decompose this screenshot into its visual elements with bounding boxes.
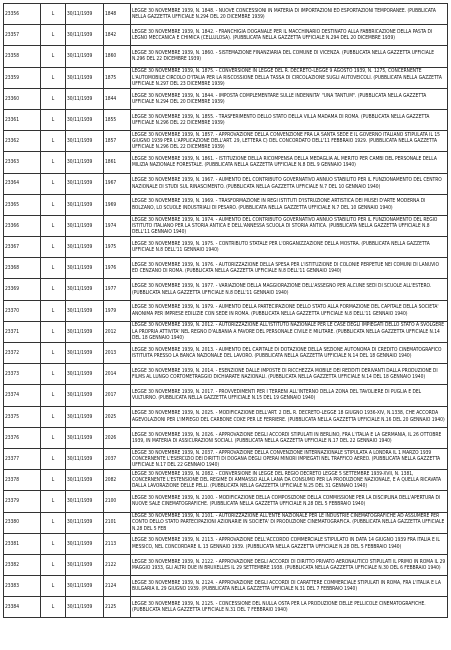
record-id-cell: 23364 xyxy=(4,173,41,194)
act-date-cell: 30/11/1939 xyxy=(66,215,104,236)
act-number-cell: 1861 xyxy=(104,152,131,173)
act-number-cell: 2017 xyxy=(104,385,131,406)
table-row xyxy=(4,279,448,300)
act-number-cell: 2026 xyxy=(104,427,131,448)
table-row xyxy=(4,109,448,130)
record-id-cell: 23376 xyxy=(4,427,41,448)
act-description-cell: LEGGE 30 NOVEMBRE 1939, N. 2124. - APPROVAZIONE DEGLI ACCORDI DI CARATTERE COMMERCIALE STIPULATI IN ROMA, FRA L'ITALIA E LA BULGARIA IL 29 GIUGNO 1939. (PUBBLICATA NELLA GAZZETTA UFFICIALE N.31 DEL 7 FEBBRAIO 1940) xyxy=(131,576,448,597)
act-date-cell: 30/11/1939 xyxy=(66,109,104,130)
act-description-cell: LEGGE 30 NOVEMBRE 1939, N. 2013. - AUMENTO DEL CAPITALE DI DOTAZIONE DELLA SEZIONE AUTONOMA DI CREDITO CINEMATOGRAFICO ISTITUITA PRESSO LA BANCA NAZIONALE DEL LAVORO. (PUBBLICATA NELLA GAZZETTA UFFICIALE N.14 DEL 18 GENNAIO 1940) xyxy=(131,343,448,364)
act-number-cell: 2122 xyxy=(104,554,131,575)
act-description-cell: LEGGE 30 NOVEMBRE 1939, N. 1848. - NUOVE CONCESSIONI IN MATERIA DI IMPORTAZIONI ED ESPORTAZIONI TEMPORANEE. (PUBBLICATA NELLA GAZZETTA UFFICIALE N.294 DEL 20 DICEMBRE 1939) xyxy=(131,4,448,25)
act-description-cell: LEGGE 30 NOVEMBRE 1939, N. 2125. - CONCESSIONE DEL NULLA OSTA PER LA PRODUZIONE DELLE PELLICOLE CINEMATOGRAFICHE. (PUBBLICATA NELLA GAZZETTA UFFICIALE N.31 DEL 7 FEBBRAIO 1940) xyxy=(131,597,448,618)
record-id-cell: 23375 xyxy=(4,406,41,427)
act-date-cell: 30/11/1939 xyxy=(66,152,104,173)
act-type-cell: L xyxy=(41,46,66,67)
act-date-cell: 30/11/1939 xyxy=(66,470,104,491)
record-id-cell: 23357 xyxy=(4,25,41,46)
record-id-cell: 23368 xyxy=(4,258,41,279)
act-number-cell: 2014 xyxy=(104,364,131,385)
act-date-cell: 30/11/1939 xyxy=(66,131,104,152)
act-description-cell: LEGGE 30 NOVEMBRE 1939, N. 1855. - TRASFERIMENTO DELLO STATO DELLA VILLA MADAMA DI ROMA. (PUBBLICATA NELLA GAZZETTA UFFICIALE N.296 DEL 22 DICEMBRE 1939) xyxy=(131,109,448,130)
act-number-cell: 1848 xyxy=(104,4,131,25)
act-date-cell: 30/11/1939 xyxy=(66,406,104,427)
record-id-cell: 23384 xyxy=(4,597,41,618)
record-id-cell: 23361 xyxy=(4,109,41,130)
record-id-cell: 23365 xyxy=(4,194,41,215)
act-description-cell: LEGGE 30 NOVEMBRE 1939, N. 1875. - CONVERSIONE IN LEGGE DEL R. DECRETO-LEGGE 9 AGOSTO 1939, N. 1275, CONCERNENTE L'AUTOMOBILE CIRCOLO D'ITALIA PER LA RISCOSSIONE DELLA TASSA DI CIRCOLAZIONE SUGLI AUTOVEICOLI. (PUBBLICATA NELLA GAZZETTA UFFICIALE N.297 DEL 23 DICEMBRE 1939) xyxy=(131,67,448,88)
act-number-cell: 2100 xyxy=(104,491,131,512)
act-date-cell: 30/11/1939 xyxy=(66,576,104,597)
act-number-cell: 1977 xyxy=(104,279,131,300)
act-description-cell: LEGGE 30 NOVEMBRE 1939, N. 2101. - AUTORIZZAZIONE ALL'ENTE NAZIONALE PER LE INDUSTRIE CINEMATOGRAFICHE AD ASSUMERE PER CONTO DELLO STATO PARTECIPAZIONI AZIONARIE IN SOCIETA' DI PRODUZIONE CINEMATOGRAFICA. (PUBBLICATA NELLA GAZZETTA UFFICIALE N.28 DEL 5 FEB xyxy=(131,512,448,533)
act-date-cell: 30/11/1939 xyxy=(66,300,104,321)
act-date-cell: 30/11/1939 xyxy=(66,4,104,25)
act-type-cell: L xyxy=(41,491,66,512)
act-type-cell: L xyxy=(41,131,66,152)
record-id-cell: 23371 xyxy=(4,321,41,342)
record-id-cell: 23380 xyxy=(4,512,41,533)
table-row xyxy=(4,152,448,173)
act-number-cell: 1969 xyxy=(104,194,131,215)
act-description-cell: LEGGE 30 NOVEMBRE 1939, N. 1844. - IMPOSTA COMPLEMENTARE SULLE INDENNITA' "UNA TANTUM". (PUBBLICATA NELLA GAZZETTA UFFICIALE N.294 DEL 20 DICEMBRE 1939) xyxy=(131,88,448,109)
record-id-cell: 23367 xyxy=(4,237,41,258)
act-number-cell: 1842 xyxy=(104,25,131,46)
act-type-cell: L xyxy=(41,215,66,236)
act-date-cell: 30/11/1939 xyxy=(66,554,104,575)
act-description-cell: LEGGE 30 NOVEMBRE 1939, N. 1842. - FRANCHIGIA DOGANALE PER IL MACCHINARIO DESTINATO ALLA FABBRICAZIONE DELLA PASTA DI LEGNO MECCANICA E CHIMICA (CELLULOSA). (PUBBLICATA NELLA GAZZETTA UFFICIALE N.294 DEL 20 DICEMBRE 1939) xyxy=(131,25,448,46)
table-row xyxy=(4,364,448,385)
table-row xyxy=(4,343,448,364)
record-id-cell: 23356 xyxy=(4,4,41,25)
record-id-cell: 23381 xyxy=(4,533,41,554)
act-description-cell: LEGGE 30 NOVEMBRE 1939, N. 2082. - CONVERSIONE IN LEGGE DEL REGIO DECRETO LEGGE 5 SETTEMBRE 1939-XVII, N. 1381, CONCERNENTE L'ESTENSIONE DEL REGIME DI AMMASSO ALLA LANA DA CONSUMO PER LA PRODUZIONE NAZIONALE, E A QUELLA RICAVATA DALLA LAVORAZIONE DELLE PELLI. (PUBBLICATA NELLA GAZZETTA UFFICIALE N.25 DEL 31 GENNAIO 1940) xyxy=(131,470,448,491)
table-row xyxy=(4,173,448,194)
act-description-cell: LEGGE 30 NOVEMBRE 1939, N. 2012. - AUTORIZZAZIONE ALL'ISTITUTO NAZIONALE PER LE CASE DEGLI IMPIEGATI DELLO STATO A SVOLGERE LA PROPRIA ATTIVITA' NEL REGNO D'ALBANIA A FAVORE DEL PERSONALE CIVILE E MILITARE. (PUBBLICATA NELLA GAZZETTA UFFICIALE N.14 DEL 18 GENNAIO 1940) xyxy=(131,321,448,342)
table-row xyxy=(4,427,448,448)
table-row xyxy=(4,67,448,88)
record-id-cell: 23373 xyxy=(4,364,41,385)
act-number-cell: 2012 xyxy=(104,321,131,342)
record-id-cell: 23363 xyxy=(4,152,41,173)
act-date-cell: 30/11/1939 xyxy=(66,321,104,342)
act-number-cell: 1967 xyxy=(104,173,131,194)
act-number-cell: 2013 xyxy=(104,343,131,364)
record-id-cell: 23379 xyxy=(4,491,41,512)
table-row xyxy=(4,131,448,152)
act-description-cell: LEGGE 30 NOVEMBRE 1939, N. 2122. - APPROVAZIONE DEGLI ACCORDI DI DIRITTO PRIVATO AERONAUTICO STIPULATI IL PRIMO IN ROMA IL 29 MAGGIO 1933, GLI ALTRI DUE IN BRUXELLES IL 29 SETTEMBRE 1938. (PUBBLICATA NELLA GAZZETTA UFFICIALE N.30 DEL 6 FEBBRAIO 1940) xyxy=(131,554,448,575)
table-row xyxy=(4,554,448,575)
act-description-cell: LEGGE 30 NOVEMBRE 1939, N. 1967. - AUMENTO DEL CONTRIBUTO GOVERNATIVO ANNUO STABILITO PER IL FUNZIONAMENTO DEL CENTRO NAZIONALE DI STUDI SUL RINASCIMENTO. (PUBBLICATA NELLA GAZZETTA UFFICIALE N.7 DEL 10 GENNAIO 1940) xyxy=(131,173,448,194)
act-number-cell: 1974 xyxy=(104,215,131,236)
table-row xyxy=(4,597,448,618)
table-row xyxy=(4,385,448,406)
act-description-cell: LEGGE 30 NOVEMBRE 1939, N. 1860. - SISTEMAZIONE FINANZIARIA DEL COMUNE DI VICENZA. (PUBBLICATA NELLA GAZZETTA UFFICIALE N.296 DEL 22 DICEMBRE 1939) xyxy=(131,46,448,67)
record-id-cell: 23366 xyxy=(4,215,41,236)
act-type-cell: L xyxy=(41,4,66,25)
table-row xyxy=(4,576,448,597)
act-description-cell: LEGGE 30 NOVEMBRE 1939, N. 1975. - CONTRIBUTO STATALE PER L'ORGANIZZAZIONE DELLA MOSTRA. (PUBBLICATA NELLA GAZZETTA UFFICIALE N.8 DELL'11 GENNAIO 1940) xyxy=(131,237,448,258)
act-type-cell: L xyxy=(41,67,66,88)
act-description-cell: LEGGE 30 NOVEMBRE 1939, N. 1857. - APPROVAZIONE DELLA CONVENZIONE FRA LA SANTA SEDE E IL GOVERNO ITALIANO STIPULATA IL 15 GIUGNO 1939 PER L'APPLICAZIONE DELL'ART. 29, LETTERA C) DEL CONCORDATO DELL'11 FEBBRAIO 1929. (PUBBLICATA NELLA GAZZETTA UFFICIALE N.296 DEL 22 DICEMBRE 1939) xyxy=(131,131,448,152)
table-row xyxy=(4,46,448,67)
act-description-cell: LEGGE 30 NOVEMBRE 1939, N. 2026. - APPROVAZIONE DEGLI ACCORDI STIPULATI IN BERLINO, FRA L'ITALIA E LA GERMANIA, IL 26 OTTOBRE 1939, IN MATERIA DI ASSICURAZIONI SOCIALI. (PUBBLICATA NELLA GAZZETTA UFFICIALE N.17 DEL 22 GENNAIO 1940) xyxy=(131,427,448,448)
record-id-cell: 23370 xyxy=(4,300,41,321)
act-type-cell: L xyxy=(41,258,66,279)
act-type-cell: L xyxy=(41,533,66,554)
table-row xyxy=(4,215,448,236)
record-id-cell: 23358 xyxy=(4,46,41,67)
act-type-cell: L xyxy=(41,554,66,575)
act-number-cell: 2101 xyxy=(104,512,131,533)
act-date-cell: 30/11/1939 xyxy=(66,427,104,448)
act-description-cell: LEGGE 30 NOVEMBRE 1939, N. 1974. - AUMENTO DEL CONTRIBUTO GOVERNATIVO ANNUO STABILITO PER IL FUNZIONAMENTO DEL REGIO ISTITUTO ITALIANO PER LA STORIA ANTICA E DELL'ANNESSA SCUOLA DI STORIA ANTICA. (PUBBLICATA NELLA GAZZETTA UFFICIALE N.8 DELL'11 GENNAIO 1940) xyxy=(131,215,448,236)
act-description-cell: LEGGE 30 NOVEMBRE 1939, N. 1969. - TRASFORMAZIONE IN REGI ISTITUTI D'ISTRUZIONE ARTISTICA DEI MUSEI D'ARTE MODERNA DI BOLZANO, LO SCUOLE INDUSTRIALI DI PESARO. (PUBBLICATA NELLA GAZZETTA UFFICIALE N.7 DEL 10 GENNAIO 1940) xyxy=(131,194,448,215)
act-date-cell: 30/11/1939 xyxy=(66,25,104,46)
table-row xyxy=(4,237,448,258)
act-description-cell: LEGGE 30 NOVEMBRE 1939, N. 1861. - ISTITUZIONE DELLA RICOMPENSA DELLA MEDAGLIA AL MERITO PER CAMBI DEL PERSONALE DELLA MILIZIA NAZIONALE FORESTALE. (PUBBLICATA NELLA GAZZETTA UFFICIALE N.8 DEL 9 GENNAIO 1940) xyxy=(131,152,448,173)
act-date-cell: 30/11/1939 xyxy=(66,512,104,533)
table-row xyxy=(4,491,448,512)
record-id-cell: 23377 xyxy=(4,448,41,469)
act-date-cell: 30/11/1939 xyxy=(66,88,104,109)
act-description-cell: LEGGE 30 NOVEMBRE 1939, N. 1976. - AUTORIZZAZIONE DELLA SPESA PER L'ISTITUZIONE DI COLONIE PERPETUE NEI COMUNI DI LANUVIO ED CENZANO DI ROMA. (PUBBLICATA NELLA GAZZETTA UFFICIALE N.8 DELL'11 GENNAIO 1940) xyxy=(131,258,448,279)
act-type-cell: L xyxy=(41,109,66,130)
act-date-cell: 30/11/1939 xyxy=(66,237,104,258)
table-row xyxy=(4,406,448,427)
record-id-cell: 23383 xyxy=(4,576,41,597)
act-number-cell: 2113 xyxy=(104,533,131,554)
act-number-cell: 1844 xyxy=(104,88,131,109)
table-row xyxy=(4,448,448,469)
record-id-cell: 23372 xyxy=(4,343,41,364)
act-type-cell: L xyxy=(41,597,66,618)
act-type-cell: L xyxy=(41,25,66,46)
act-type-cell: L xyxy=(41,173,66,194)
record-id-cell: 23369 xyxy=(4,279,41,300)
act-number-cell: 1976 xyxy=(104,258,131,279)
legislation-register-table xyxy=(3,3,448,618)
act-type-cell: L xyxy=(41,152,66,173)
act-type-cell: L xyxy=(41,237,66,258)
act-type-cell: L xyxy=(41,448,66,469)
record-id-cell: 23378 xyxy=(4,470,41,491)
act-type-cell: L xyxy=(41,512,66,533)
act-number-cell: 2082 xyxy=(104,470,131,491)
act-number-cell: 1875 xyxy=(104,67,131,88)
table-row xyxy=(4,4,448,25)
act-date-cell: 30/11/1939 xyxy=(66,194,104,215)
act-type-cell: L xyxy=(41,427,66,448)
act-type-cell: L xyxy=(41,343,66,364)
act-type-cell: L xyxy=(41,279,66,300)
act-date-cell: 30/11/1939 xyxy=(66,343,104,364)
act-description-cell: LEGGE 30 NOVEMBRE 1939, N. 2113. - APPROVAZIONE DELL'ACCORDO COMMERCIALE STIPULATO IN DATA 14 GIUGNO 1939 FRA ITALIA E IL MESSICO, NEL CONCORDARE IL 13 GENNAIO 1939. (PUBBLICATA NELLA GAZZETTA UFFICIALE N.28 DEL 5 FEBBRAIO 1940) xyxy=(131,533,448,554)
act-number-cell: 2124 xyxy=(104,576,131,597)
act-type-cell: L xyxy=(41,364,66,385)
act-date-cell: 30/11/1939 xyxy=(66,597,104,618)
act-date-cell: 30/11/1939 xyxy=(66,385,104,406)
act-date-cell: 30/11/1939 xyxy=(66,448,104,469)
table-row xyxy=(4,533,448,554)
act-date-cell: 30/11/1939 xyxy=(66,279,104,300)
table-row xyxy=(4,321,448,342)
act-description-cell: LEGGE 30 NOVEMBRE 1939, N. 2037. - APPROVAZIONE DELLA CONVENZIONE INTERNAZIONALE STIPULATA A LONDRA IL 1 MARZO 1939 CONCERNENTE L'ESERCIZIO DEI DIRITTI DI DOGANA DEGLI OPERAI MINORI IMPIEGATI NEL TRAFFICO AEREO. (PUBBLICATA NELLA GAZZETTA UFFICIALE N.17 DEL 22 GENNAIO 1940) xyxy=(131,448,448,469)
act-date-cell: 30/11/1939 xyxy=(66,491,104,512)
act-number-cell: 1855 xyxy=(104,109,131,130)
act-description-cell: LEGGE 30 NOVEMBRE 1939, N. 2100. - MODIFICAZIONE DELLA COMPOSIZIONE DELLA COMMISSIONE PER LA DISCIPLINA DELL'APERTURA DI NUOVE SALE CINEMATOGRAFICHE. (PUBBLICATA NELLA GAZZETTA UFFICIALE N.28 DEL 5 FEBBRAIO 1940) xyxy=(131,491,448,512)
act-type-cell: L xyxy=(41,321,66,342)
act-type-cell: L xyxy=(41,576,66,597)
act-number-cell: 2037 xyxy=(104,448,131,469)
act-date-cell: 30/11/1939 xyxy=(66,258,104,279)
act-number-cell: 2125 xyxy=(104,597,131,618)
table-row xyxy=(4,88,448,109)
record-id-cell: 23359 xyxy=(4,67,41,88)
act-description-cell: LEGGE 30 NOVEMBRE 1939, N. 1977. - VARIAZIONE DELLA MAGGIORAZIONE DELL'ASSEGNO PER ALCUNE SEDI DI SCUOLE ALL'ESTERO. (PUBBLICATA NELLA GAZZETTA UFFICIALE N.8 DELL'11 GENNAIO 1940) xyxy=(131,279,448,300)
act-type-cell: L xyxy=(41,88,66,109)
record-id-cell: 23362 xyxy=(4,131,41,152)
table-row xyxy=(4,512,448,533)
act-type-cell: L xyxy=(41,194,66,215)
act-number-cell: 1860 xyxy=(104,46,131,67)
act-description-cell: LEGGE 30 NOVEMBRE 1939, N. 2025. - MODIFICAZIONE DELL'ART. 2 DEL R. DECRETO-LEGGE 18 GIUGNO 1936-XIV, N.1338, CHE ACCORDA AGEVOLAZIONI PER L'IMPIEGO DEL CARBONE COKE PER LE FERRIERE. (PUBBLICATA NELLA GAZZETTA UFFICIALE N.16 DEL 20 GENNAIO 1940) xyxy=(131,406,448,427)
act-number-cell: 2025 xyxy=(104,406,131,427)
act-description-cell: LEGGE 30 NOVEMBRE 1939, N. 2014. - ESENZIONE DALLE IMPOSTE DI RICCHEZZA MOBILE DEI REDDITI DERIVANTI DALLA PRODUZIONE DI FILMS AL LUNGO CORTOMETRAGGIO DICHIARATE NAZIONALI. (PUBBLICATA NELLA GAZZETTA UFFICIALE N.14 DEL 18 GENNAIO 1940) xyxy=(131,364,448,385)
act-date-cell: 30/11/1939 xyxy=(66,533,104,554)
table-row xyxy=(4,194,448,215)
table-row xyxy=(4,258,448,279)
record-id-cell: 23374 xyxy=(4,385,41,406)
act-date-cell: 30/11/1939 xyxy=(66,46,104,67)
act-type-cell: L xyxy=(41,470,66,491)
act-number-cell: 1857 xyxy=(104,131,131,152)
act-date-cell: 30/11/1939 xyxy=(66,67,104,88)
table-row xyxy=(4,470,448,491)
record-id-cell: 23360 xyxy=(4,88,41,109)
act-number-cell: 1979 xyxy=(104,300,131,321)
act-description-cell: LEGGE 30 NOVEMBRE 1939, N. 2017. - PROVVEDIMENTI PER I TERRENI ALL'INTERNO DELLA ZONA DEL TAVOLIERE DI PUGLIA E DEL VULTURNO. (PUBBLICATA NELLA GAZZETTA UFFICIALE N.15 DEL 19 GENNAIO 1940) xyxy=(131,385,448,406)
act-date-cell: 30/11/1939 xyxy=(66,364,104,385)
act-type-cell: L xyxy=(41,385,66,406)
act-date-cell: 30/11/1939 xyxy=(66,173,104,194)
act-type-cell: L xyxy=(41,300,66,321)
act-description-cell: LEGGE 30 NOVEMBRE 1939, N. 1979. - AUMENTO DELLA PARTECIPAZIONE DELLO STATO ALLA FORMAZIONE DEL CAPITALE DELLA SOCIETA' ANONIMA PER IMPRESE EDILIZIE CON SEDE IN ROMA. (PUBBLICATA NELLA GAZZETTA UFFICIALE N.8 DELL'11 GENNAIO 1940) xyxy=(131,300,448,321)
table-row xyxy=(4,300,448,321)
record-id-cell: 23382 xyxy=(4,554,41,575)
act-number-cell: 1975 xyxy=(104,237,131,258)
act-type-cell: L xyxy=(41,406,66,427)
table-row xyxy=(4,25,448,46)
